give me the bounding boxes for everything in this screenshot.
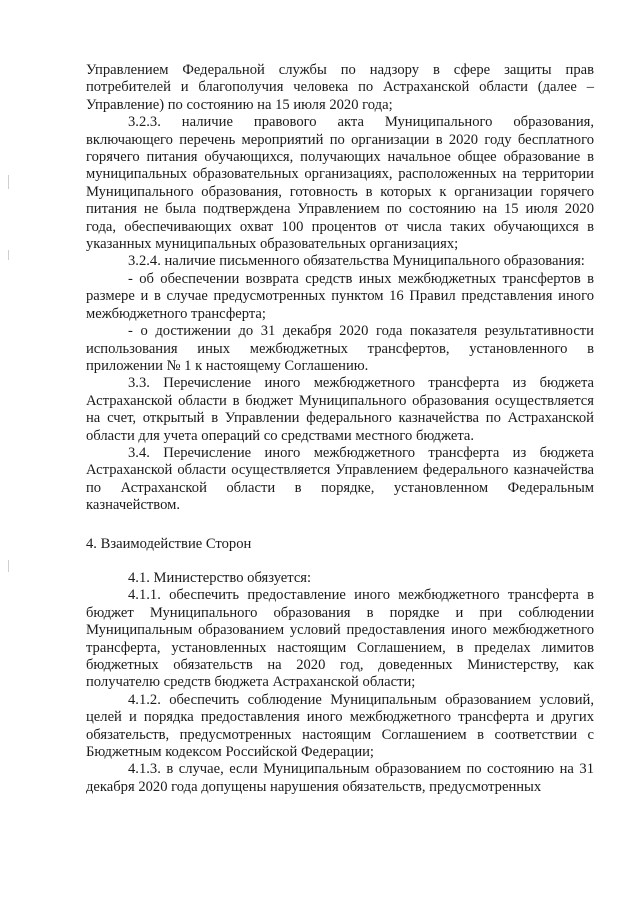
paragraph-3-3: 3.3. Перечисление иного межбюджетного трансферта из бюджета Астраханской области в бюджет Муниципального образования осуществляется на счет, открытый в Управлении федерального казначейства по Астраханской области для учета операций со средствами местного бюджета. <box>86 375 594 444</box>
paragraph-3-2-4: 3.2.4. наличие письменного обязательства Муниципального образования: <box>128 253 585 270</box>
scan-edge-mark <box>8 560 9 572</box>
paragraph-3-2-3: 3.2.3. наличие правового акта Муниципального образования, включающего перечень мероприятий по организации в 2020 году бесплатного горячего питания обучающихся, получающих начальное общее образование в муниципальных образовательных организациях, расположенных на территории Муниципального образования, готовность в которых к организации горячего питания не была подтверждена Управлением по состоянию на 15 июля 2020 года, обеспечивающих охват 100 процентов от числа таких обучающихся в указанных муниципальных образовательных организациях; <box>86 114 594 253</box>
paragraph-4-1-2: 4.1.2. обеспечить соблюдение Муниципальным образованием условий, целей и порядка предоставления иного межбюджетного трансферта и других обязательств, предусмотренных настоящим Соглашением в соответствии с Бюджетным кодексом Российской Федерации; <box>86 691 594 761</box>
list-item-performance-indicator: - о достижении до 31 декабря 2020 года показателя результативности использования иных межбюджетных трансфертов, установленного в приложении № 1 к настоящему Соглашению. <box>86 323 594 374</box>
paragraph-3-4: 3.4. Перечисление иного межбюджетного трансферта из бюджета Астраханской области осуществляется Управлением федерального казначейства по Астраханской области в порядке, установленном Федеральным казначейством. <box>86 444 594 514</box>
paragraph-4-1-1: 4.1.1. обеспечить предоставление иного межбюджетного трансферта в бюджет Муниципального образования в порядке и при соблюдении Муниципальным образованием условий предоставления иного межбюджетного трансферта, установленных настоящим Соглашением, в пределах лимитов бюджетных обязательств на 2020 год, доведенных Министерству, как получателю средств бюджета Астраханской области; <box>86 587 594 691</box>
section-heading: 4. Взаимодействие Сторон <box>86 535 252 552</box>
scan-edge-mark <box>8 175 9 189</box>
paragraph-4-1-3: 4.1.3. в случае, если Муниципальным образованием по состоянию на 31 декабря 2020 года допущены нарушения обязательств, предусмотренных <box>86 761 594 795</box>
list-item-refund-obligation: - об обеспечении возврата средств иных межбюджетных трансфертов в размере и в случае предусмотренных пунктом 16 Правил представления иного межбюджетного трансферта; <box>86 270 594 322</box>
scan-edge-mark <box>8 250 9 260</box>
paragraph: Управлением Федеральной службы по надзору в сфере защиты прав потребителей и благополучия человека по Астраханской области (далее – Управление) по состоянию на 15 июля 2020 года; <box>86 62 594 113</box>
document-page <box>86 62 594 796</box>
paragraph-4-1: 4.1. Министерство обязуется: <box>128 569 312 586</box>
